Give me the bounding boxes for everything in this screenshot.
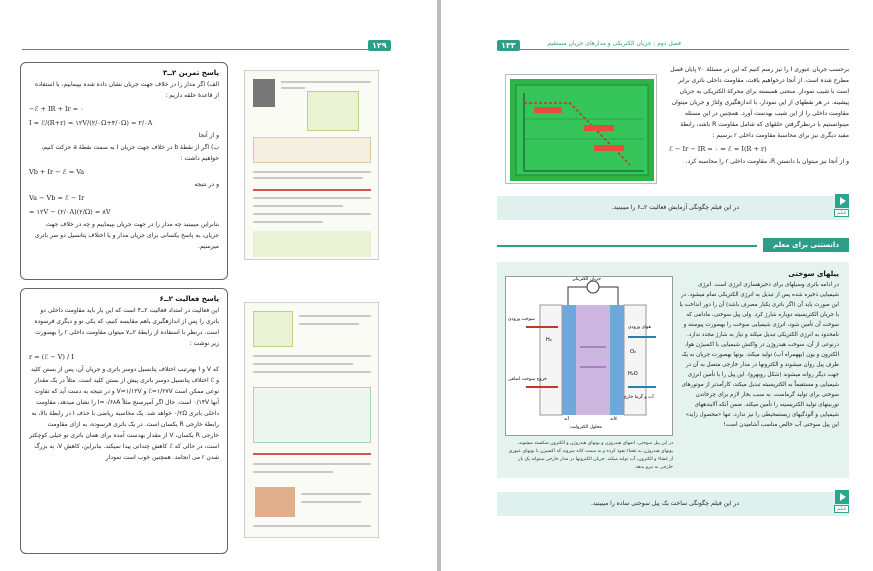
diagram-label-h2: H₂ — [546, 337, 552, 343]
thumb-line — [253, 205, 343, 207]
activity-text-1: این فعالیت در امتداد فعالیت ۲ــ۴ است که این بار باید مقاومت داخلی دو باتری را پس از اندازهگیری باهم مقایسه کنیم، که یکی نو و دیگری فرسوده است. درنظر با استفاده از رابطهٔ ۲ــ۷ میتوان مقاومت داخلی r را بهصورت زیر نوشت : — [34, 307, 219, 347]
activity-equation: r = (ℰ − V) / I — [29, 353, 74, 361]
thumb-line — [301, 501, 361, 503]
teacher-knowledge-header — [497, 238, 849, 252]
diagram-label-water-heat: آب و گرما خارج — [624, 395, 654, 400]
thumbnail-box — [253, 137, 371, 163]
answer-exercise-title: پاسخ تمرین ۲ــ۳ — [162, 69, 219, 77]
answer-activity-box — [20, 288, 228, 554]
equation-4: Va − Vb = ℰ − Ir — [29, 194, 85, 202]
thumb-line — [253, 371, 371, 373]
diagram-label-current: جریان الکتریکی — [572, 277, 602, 282]
diagram-caption: در این پیل سوختی، اتمهای هیدروژن و یونهای هیدروژن و الکترون شکسته میشوند. یونهای هیدروژن به غشاء نفوذ کرده و به سمت کاتد میروند که اکسیژن با یونهای عبوری از غشاء و الکترون، آب تولید میکند. جریان الکترونها در مدار خارجی میتواند یک بار خارجی به نیرو بدهد. — [508, 441, 673, 470]
teacher-knowledge-box — [497, 262, 849, 478]
answer-exercise-box — [20, 62, 228, 280]
thumb-line — [281, 87, 305, 89]
right-page — [441, 0, 873, 571]
diagram-label-h2o: H₂O — [628, 371, 638, 377]
film-box-2[interactable] — [497, 492, 849, 516]
result-label: و در نتیجه — [194, 181, 219, 188]
thumbnail-green-box — [253, 231, 371, 257]
film-2-text: در این فیلم چگونگی ساخت یک پیل سوختی ساده را میبینید. — [590, 500, 739, 507]
thumb-line — [253, 171, 371, 173]
diagram-label-cathode: کاتد — [610, 417, 618, 422]
film-label: فیلم — [834, 209, 849, 217]
thumbnail-activity-box — [253, 387, 371, 443]
thumbnail-table — [307, 91, 359, 131]
thumb-line — [253, 363, 353, 365]
diagram-label-anode: آند — [564, 417, 569, 422]
part-b-text: ب) اگر از نقطهٔ b در خلاف جهت جریان I به سمت نقطهٔ a حرکت کنیم، خواهیم داشت : — [41, 144, 219, 162]
top-tail-text: و از آنجا نیز میتوان با دانستن R، مقاومت داخلی r را محاسبه کرد. — [685, 158, 849, 165]
thumb-line — [301, 493, 371, 495]
thumb-line — [253, 177, 363, 179]
fuel-cell-subtitle: پیلهای سوختی — [788, 270, 839, 278]
diagram-label-o2: O₂ — [630, 349, 636, 355]
chart-image-frame — [505, 74, 657, 184]
play-icon[interactable] — [835, 490, 849, 504]
potential-chart-image — [510, 79, 654, 181]
thumb-line — [253, 197, 371, 199]
thumb-line — [253, 471, 333, 473]
teacher-knowledge-title: دانستنی برای معلم — [763, 238, 849, 252]
activity-text-2: که V و I بهترتیب اختلاف پتانسیل دوسر باتری و جریان آن، پس از بستن کلید و ℰ اختلاف پتانسیل دوسر باتری پیش از بستن کلید است. مثلاً در یک مقدار نوعی ممکن است ℰ=۱/۲۷V و V=۱/۱۳V و در نتیجه به دست آید که تفاوت آنها ۰/۱۴V است. حال اگر آمپرسنج مثلاً I=۰/۶۸A را نشان میدهد، مقاومت داخلی باتری ۰/۲Ω خواهد شد. یک محاسبه ریاضی با حذف I در رابطهٔ بالا، به رابطهٔ خارجی R یکسان است. در یک باتری فرسوده، به ازای مقاومت خارجی R یکسان، V از مقدار بهدست آمده برای همان باتری نو خیلی کوچکتر است، در حالی که ℰ کاهش چندانی پیدا نمیکند. بنابراین، کاهش V، به بزرگ شدن r می انجامد. همچنین خوب است نمودار — [29, 366, 219, 461]
equation-1: −ℰ + IR + Ir = ۰ — [29, 105, 84, 113]
top-equation: ℰ − Ir − IR = ۰ ⇒ ℰ = I(R + r) — [669, 145, 767, 153]
student-page-thumbnail-2 — [244, 302, 379, 538]
equation-3: Vb + Ir − ℰ = Va — [29, 168, 85, 176]
film-label: فیلم — [834, 505, 849, 513]
teacher-header-rule — [497, 245, 757, 247]
equation-5: = ۱۲V − (۲/۰A)(۲/Ω) = ۸V — [29, 208, 111, 216]
conclusion-text: بنابراین میبینید چه مدار را در جهت جریان بپیماییم و چه در خلاف جهت جریان، به پاسخ یکسانی برای جریان مدار و یا اختلاف پتانسیل دو سر باتری میرسیم. — [34, 221, 219, 250]
chapter-title: فصل دوم : جریان الکتریکی و مدارهای جریان مستقیم — [547, 40, 681, 47]
fuel-cell-svg — [506, 277, 672, 435]
answer-activity-title: پاسخ فعالیت ۲ــ۶ — [159, 295, 219, 303]
portrait-image — [253, 79, 275, 107]
diagram-label-electrolyte: محلول الکترولیت — [570, 425, 603, 430]
top-text: برحسب جریان عبوری I را نیز رسم کنیم که این در مسئلهٔ ۲۰ پایان فصل مطرح شده است. از آنجا درخواهیم یافت، مقاومت داخلی باتری برابر است با شیب نمودار. منحنی همبسته برای محرکهٔ الکتریکی به جریان پیشینه. در هر نقطهای از این نمودار، با اندازهگیری ولتاژ و جریان میتوان مقاومت داخلی را از این شیب بهدست آورد. همچنین در این مسئله مینوانستیم با درنظرگرفتن حلقهای که شامل مقاومت R باشد، رابطهٔ مفید دیگری نیز برای محاسبهٔ مقاومت داخلی r برسیم : — [670, 66, 849, 139]
diagram-label-air-in: هوای ورودی — [628, 325, 651, 330]
student-page-thumbnail-1 — [244, 70, 379, 260]
diagram-label-excess-fuel: خروج سوخت اضافی — [508, 377, 547, 382]
thumb-line — [299, 315, 371, 317]
thumbnail-red-rule — [253, 189, 371, 191]
diagram-label-fuel-in: سوخت ورودی — [508, 317, 535, 322]
page-number: ۱۲۹ — [368, 40, 391, 51]
thumb-line — [281, 81, 371, 83]
part-a-text: الف) اگر مدار را در خلاف جهت جریان نشان داده شده بپیماییم، با استفاده از قاعدهٔ حلقه داریم : — [35, 81, 219, 99]
equation-2: I = ℰ/(R+r) = ۱۲V/(۲/۰Ω+۴/۰Ω) = ۲/۰A — [29, 119, 153, 127]
fuel-cell-body: در ادامه باتری وسیلهای برای ذخیرهسازی انرژی است. انرژی شیمیایی ذخیره شده پس از تبدیل به انرژی الکتریکی تمام میشود. در این صورت باید آن (اگر باتری یکبار مصرف باشد) آن را دور انداخت یا با جریان الکتریسیته دوباره شارژ کرد. ولی پیل سوختی، مادامی که سوخت آن تأمین شود، انرژی شیمیایی سوخت را بهصورت پیوسته و نامحدود به انرژی الکتریکی تبدیل میکند و نیاز به شارژ مجدد ندارد. درنوعی از آن، سوخت هیدروژن در واکنش شیمیایی با اکسیژن هوا، الکترون و یون (بههمراه آب) تولید میکند. یونها بهصورت جریان به یک طرف پیل روان میشوند و الکترونها در مدار خارجی متصل به آن در جهت دیگر روانه میشوند (شکل روبهرو). این پیل را با تأمین انرژی شیمیایی و مستقیماً به الکتریسیته تبدیل میکند، کارآمدتر از موتورهای سوختی برای تولید گرماست. به سبب بخار لازم برای چرخاندن توربینهای تولید الکتریسیته را تأمین میکند. ضمن آنکه آلایندههای شیمیایی و آلودگیهای زیستمحیطی را نیز ندارد. تنها «محصول زاید» این پیل سوختی آب خالص مناسب آشامیدن است! — [679, 282, 839, 428]
film-1-text: در این فیلم چگونگی آزمایش فعالیت ۲ــ۶ را میبینید. — [611, 204, 739, 211]
page-number: ۱۳۳ — [497, 40, 520, 51]
thumb-line — [253, 355, 371, 357]
thumb-line — [253, 525, 371, 527]
circuit-image — [253, 311, 293, 347]
thumb-line — [253, 221, 323, 223]
thumb-line — [299, 323, 359, 325]
play-icon[interactable] — [835, 194, 849, 208]
thumb-line — [253, 463, 371, 465]
thumbnail-red-rule — [253, 453, 371, 455]
thumb-line — [253, 213, 371, 215]
header-rule — [22, 40, 387, 50]
top-text-block — [669, 64, 849, 168]
fuel-cell-diagram — [505, 276, 673, 436]
and-then-text: و از آنجا — [198, 132, 219, 139]
film-box-1[interactable] — [497, 196, 849, 220]
battery-photo — [255, 487, 295, 517]
